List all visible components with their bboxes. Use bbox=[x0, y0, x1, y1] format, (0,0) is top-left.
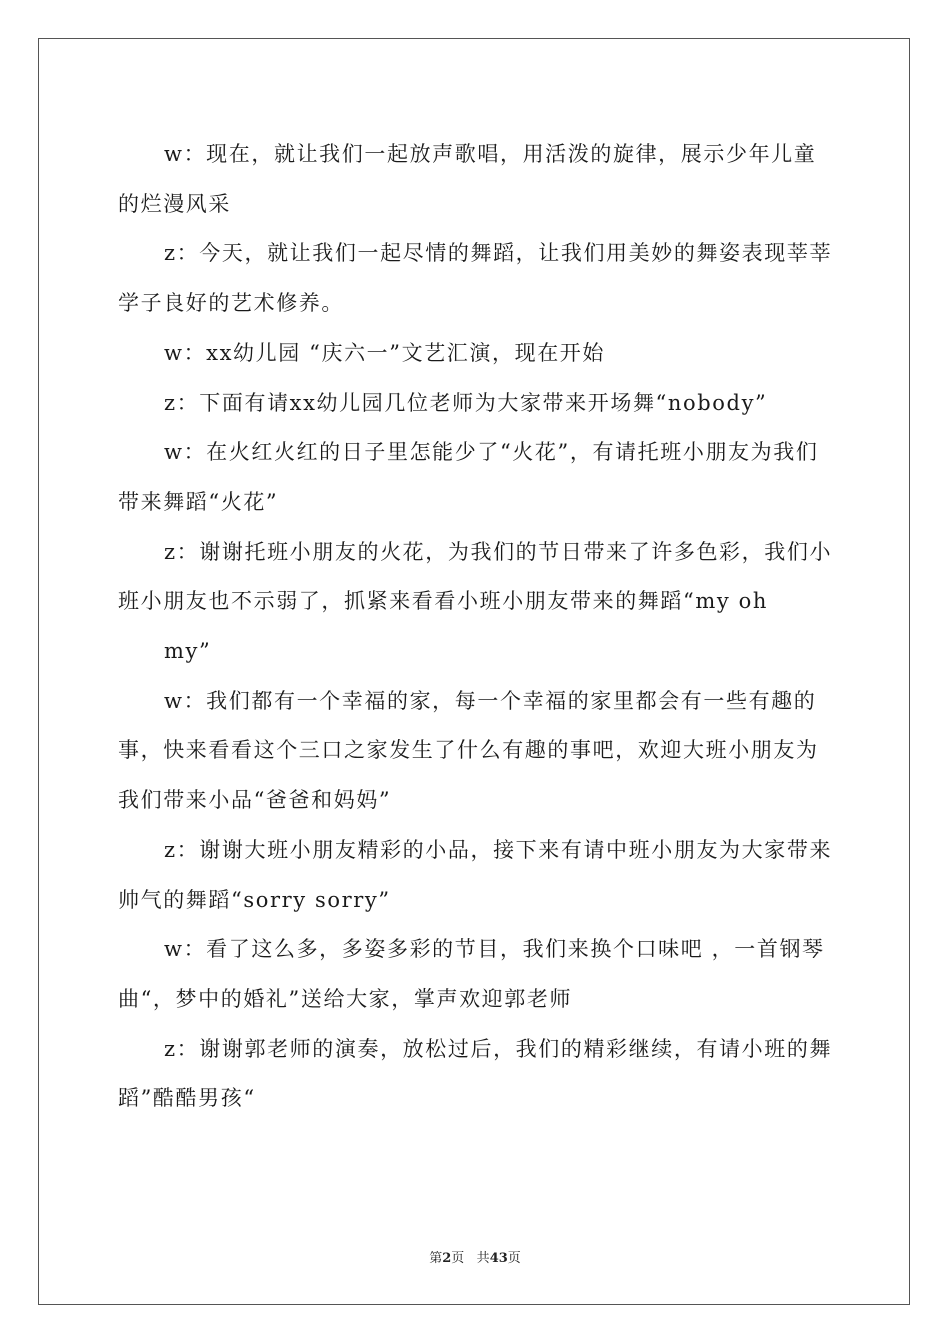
total-pages: 43 bbox=[489, 1251, 508, 1266]
total-suffix: 页 bbox=[507, 1251, 521, 1266]
paragraph: my” bbox=[164, 639, 212, 664]
paragraph: z：谢谢托班小朋友的火花，为我们的节日带来了许多色彩，我们小班小朋友也不示弱了，抓紧来看看小班小朋友带来的舞蹈“my oh bbox=[118, 539, 833, 614]
paragraph: w：我们都有一个幸福的家，每一个幸福的家里都会有一些有趣的事，快来看看这个三口之家发生了什么有趣的事吧，欢迎大班小朋友为我们带来小品“爸爸和妈妈” bbox=[118, 688, 819, 813]
paragraph: w：xx幼儿园 “庆六一”文艺汇演，现在开始 bbox=[164, 340, 606, 365]
page-number: 2 bbox=[442, 1251, 452, 1266]
page-prefix: 第 bbox=[429, 1251, 443, 1266]
paragraph: z：下面有请xx幼儿园几位老师为大家带来开场舞“nobody” bbox=[164, 390, 768, 415]
paragraph: z：谢谢郭老师的演奏，放松过后，我们的精彩继续，有请小班的舞蹈”酷酷男孩“ bbox=[118, 1036, 833, 1111]
document-body bbox=[118, 130, 834, 1124]
page-footer bbox=[0, 1247, 950, 1266]
paragraph: z：谢谢大班小朋友精彩的小品，接下来有请中班小朋友为大家带来帅气的舞蹈“sorry sorry” bbox=[118, 837, 833, 912]
paragraph: w：看了这么多，多姿多彩的节目，我们来换个口味吧 ，一首钢琴曲“，梦中的婚礼”送给大家，掌声欢迎郭老师 bbox=[118, 937, 825, 1011]
total-prefix: 共 bbox=[476, 1251, 490, 1266]
paragraph: z：今天，就让我们一起尽情的舞蹈，让我们用美妙的舞姿表现莘莘学子良好的艺术修养。 bbox=[118, 241, 833, 316]
page-suffix: 页 bbox=[451, 1251, 465, 1266]
paragraph: w：现在，就让我们一起放声歌唱，用活泼的旋律，展示少年儿童的烂漫风采 bbox=[118, 142, 817, 216]
paragraph: w：在火红火红的日子里怎能少了“火花”，有请托班小朋友为我们带来舞蹈“火花” bbox=[118, 440, 819, 514]
